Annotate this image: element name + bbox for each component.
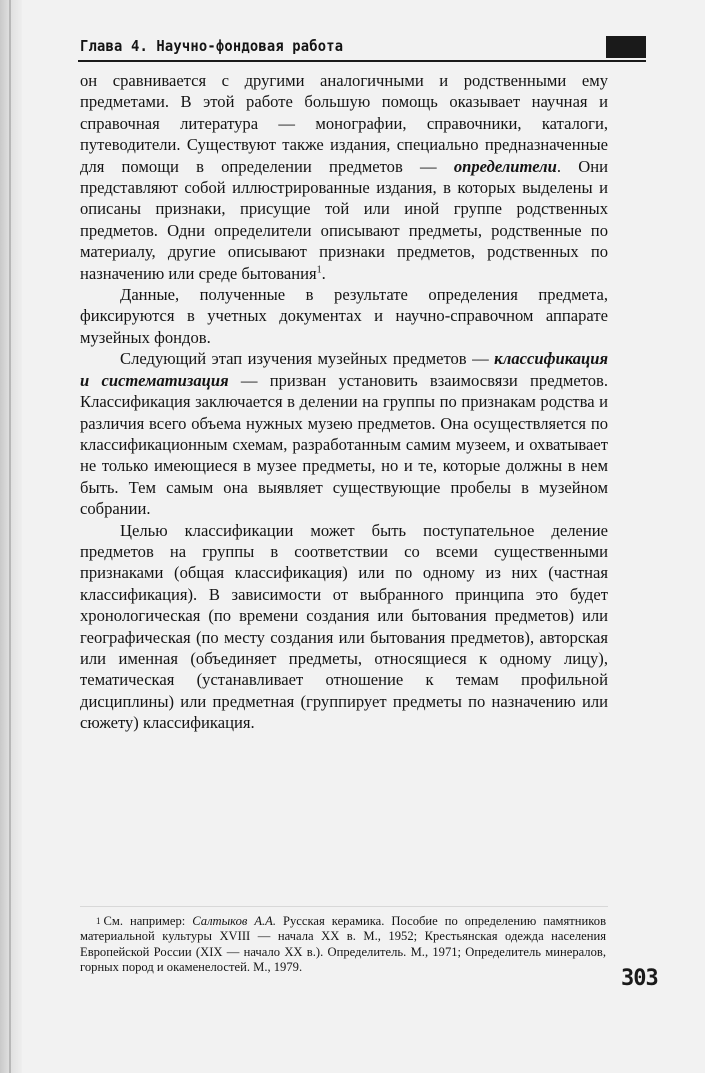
paragraph-1-text-a: он сравнивается с другими аналогичными и родственными ему предметами. В этой работе большую помощь оказывает научная и справочная литература — монографии, справочники, каталоги, путеводители. Существуют также издания, специально предназначенные для помощи в определении предметов — xyxy=(80,71,608,176)
paragraph-1-text-b: . Они представляют собой иллюстрированные издания, в которых выделены и описаны признаки, присущие той или иной группе родственных предметов. Одни определители описывают предметы, родственные по материалу, другие описывают признаки предметов, родственных по назначению или среде бытования xyxy=(80,156,608,283)
paragraph-3-text-a: Следующий этап изучения музейных предметов — xyxy=(120,349,495,369)
page-number: 303 xyxy=(621,966,658,991)
paragraph-3-text-b: — призван установить взаимосвязи предметов. Классификация заключается в делении на группы по признакам родства и различия всего объема нужных музею предметов. Она осуществляется по классификационным схемам, разработанным самим музеем, и охватывает не только имеющиеся в музее предметы, но и те, которые должны в нем быть. Тем самым она выявляет существующие пробелы в музейном собрании. xyxy=(80,370,608,519)
paragraph-1-text-c: . xyxy=(321,263,326,283)
running-header xyxy=(78,34,646,62)
footnote-number: 1 xyxy=(96,916,101,926)
paragraph-1 xyxy=(80,70,608,284)
paragraph-4: Целью классификации может быть поступательное деление предметов на группы в соответствии со всеми существенными признаками (общая классификация) или по одному из них (частная классификация). В зависимости от выбранного принципа это будет хронологическая (по времени создания или бытования предметов) или географическая (по месту создания или бытования предметов), авторская или именная (объединяет предметы, относящиеся к одному лицу), тематическая (устанавливает отношение к темам профильной дисциплины) или предметная (группирует предметы по назначению или сюжету) классификация. xyxy=(80,520,608,733)
book-spine-shadow xyxy=(0,0,22,1073)
footnote-reference: 1 xyxy=(316,264,322,276)
main-text xyxy=(80,70,608,734)
term-classification: классификация и систематизация xyxy=(80,349,608,390)
footnote-author: Салтыков А.А. xyxy=(192,914,277,928)
footnote-text: Русская керамика. Пособие по определению памятников материальной культуры XVIII — начала XX в. М., 1952; Крестьянская одежда населения Европейской России (XIX — начало XX в.). Определитель. М., 1971; Определитель минералов, горных пород и окаменелостей. М., 1979. xyxy=(80,914,607,975)
footnote-prefix: См. например: xyxy=(103,914,193,928)
footnote xyxy=(80,914,606,976)
paragraph-2: Данные, полученные в результате определения предмета, фиксируются в учетных документах и научно-справочном аппарате музейных фондов. xyxy=(80,285,608,347)
paragraph-3 xyxy=(80,348,608,519)
footnote-divider xyxy=(80,906,608,907)
book-spine-line xyxy=(9,0,11,1073)
chapter-title: Глава 4. Научно-фондовая работа xyxy=(80,37,344,55)
term-determinants: определители xyxy=(453,156,557,176)
header-black-tab xyxy=(606,36,646,58)
